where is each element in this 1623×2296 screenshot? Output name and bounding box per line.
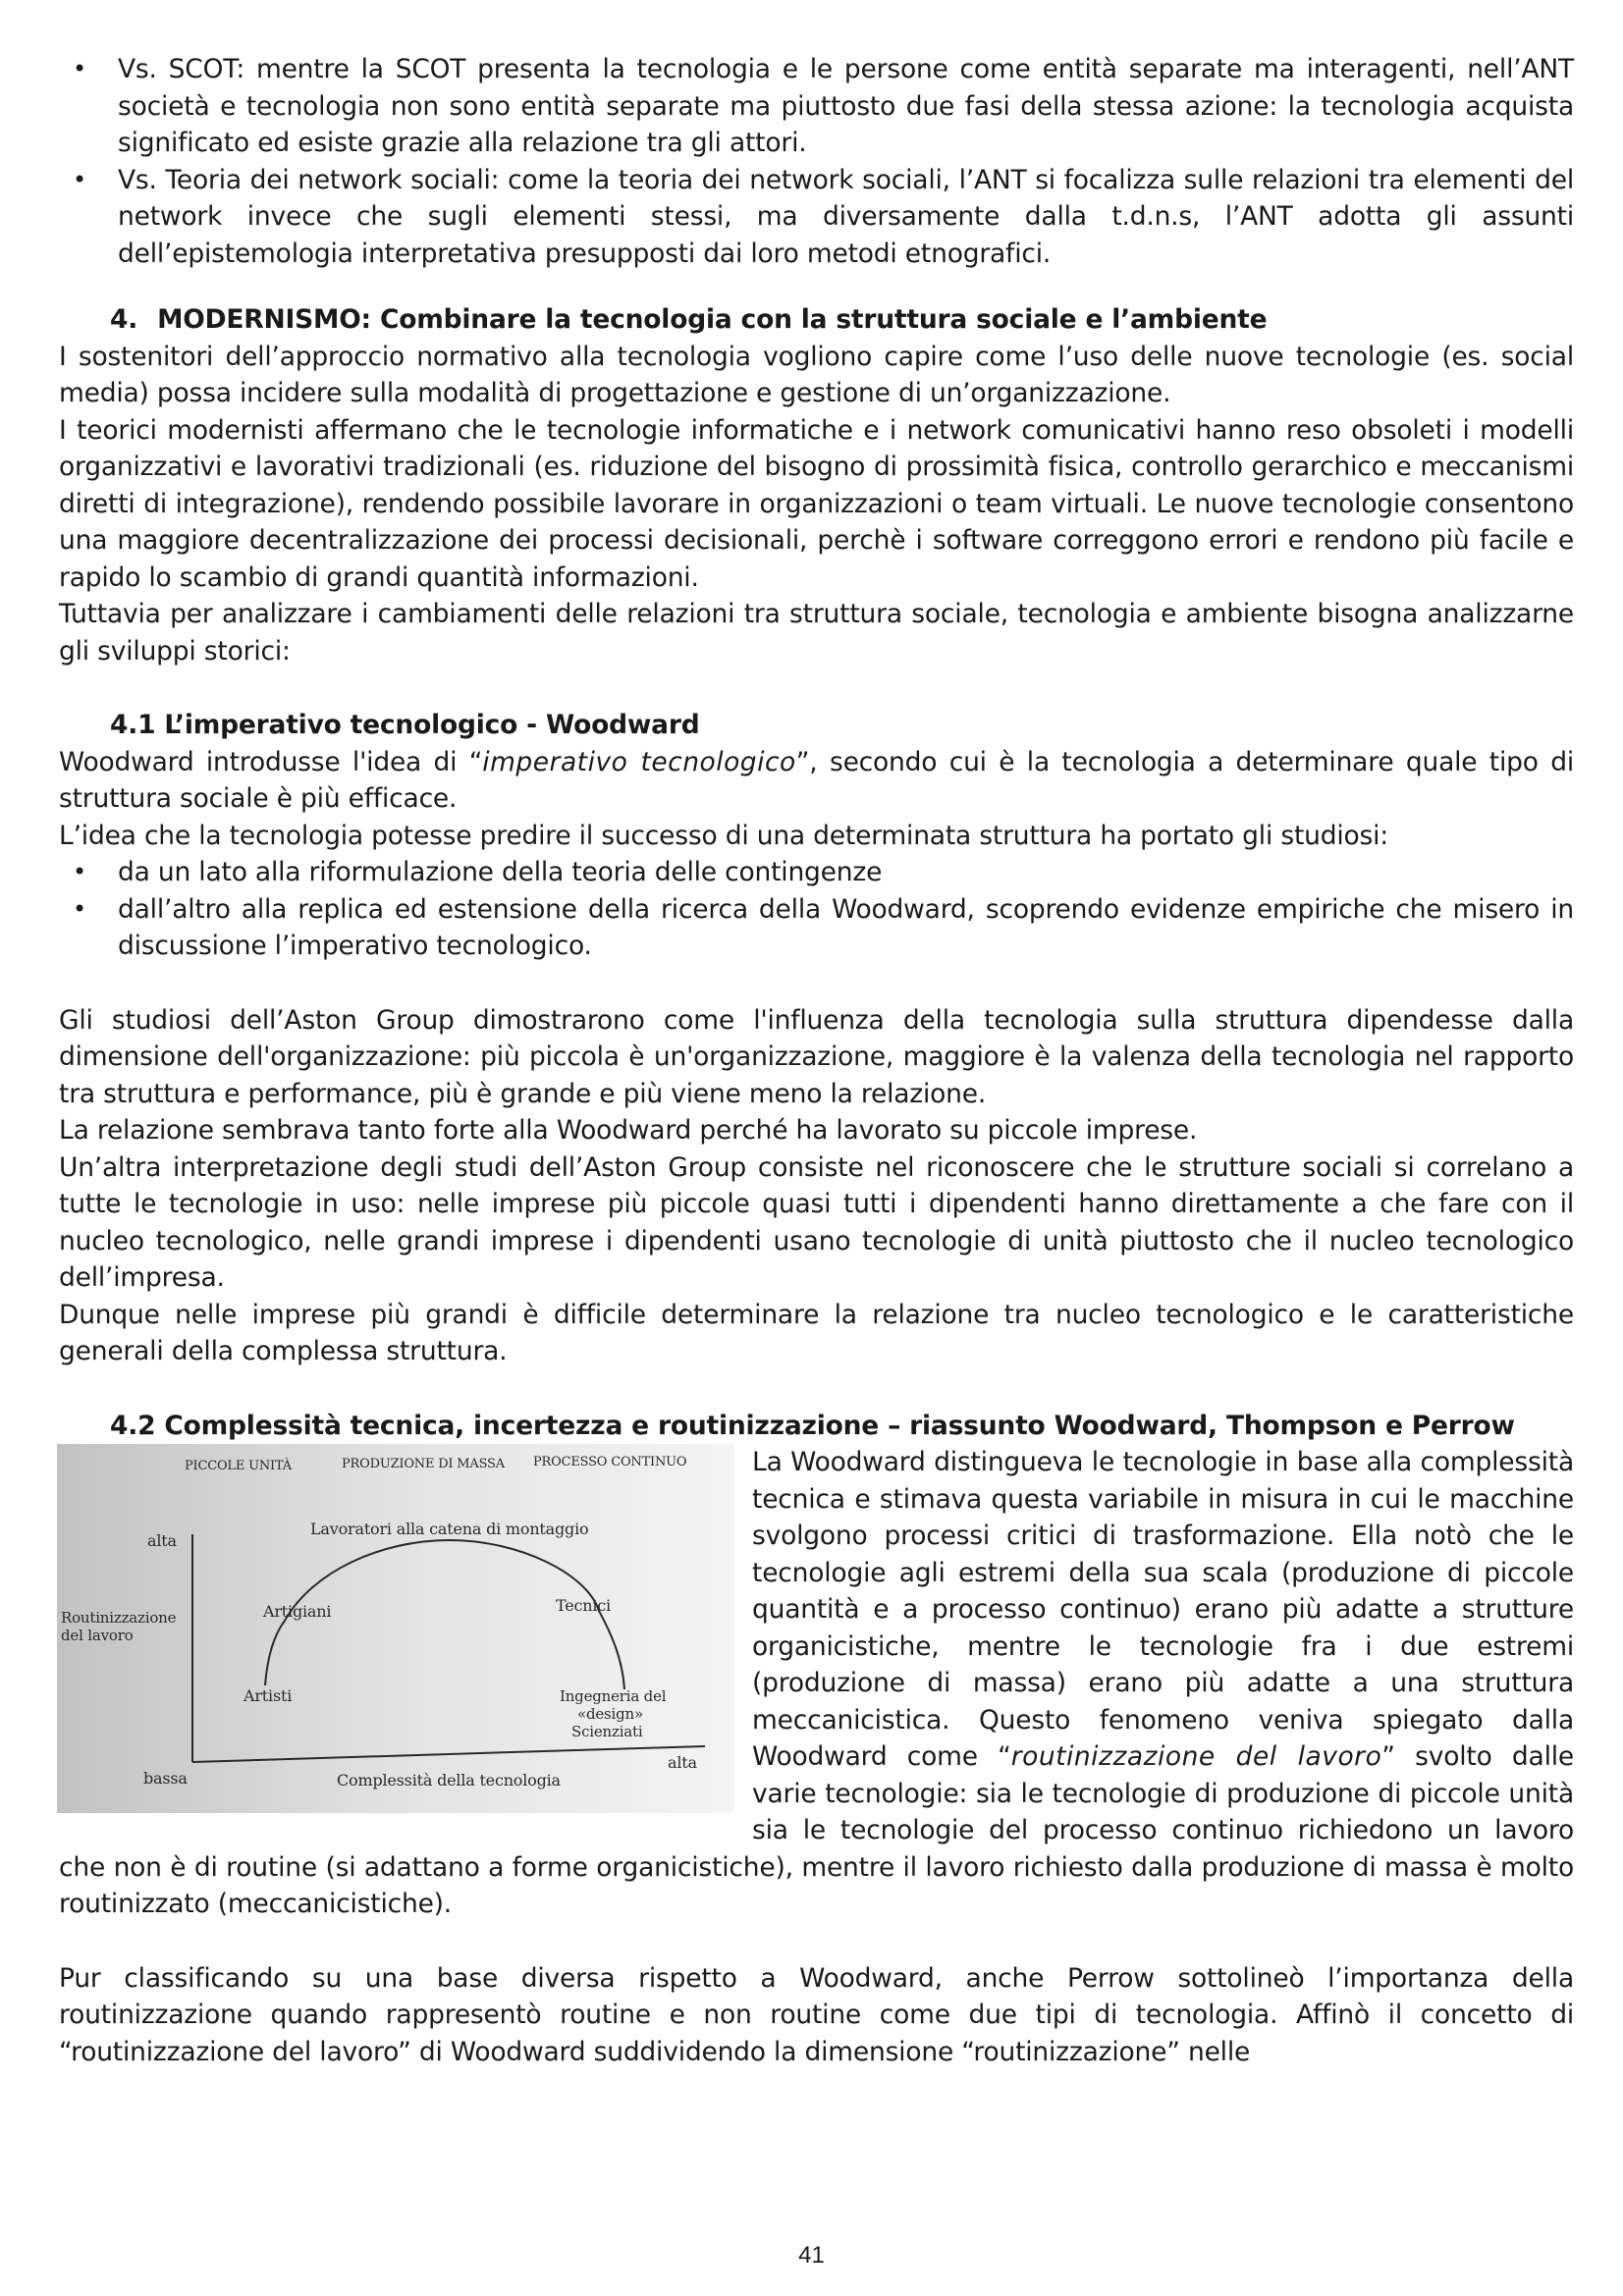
y-axis-title-line2: del lavoro xyxy=(61,1627,134,1644)
column-label-small-units: PICCOLE UNITÀ xyxy=(185,1459,292,1473)
list-item: • da un lato alla riformulazione della teoria delle contingenze xyxy=(59,854,1574,891)
paragraph: Gli studiosi dell’Aston Group dimostrarono come l'influenza della tecnologia sulla struttura dipendesse dalla dimensione dell'organizzazione: più piccola è un'organizzazione, maggiore è la valenza della tecnologia nel rapporto tra struttura e performance, più è grande e più viene meno la relazione. xyxy=(59,1004,1574,1109)
x-axis-high-label: alta xyxy=(668,1753,697,1772)
paragraph: I teorici modernisti affermano che le tecnologie informatiche e i network comunicativi hanno reso obsoleti i modelli organizzativi e lavorativi tradizionali (es. riduzione del bisogno di prossimità fisica, controllo gerarchico e meccanismi diretti di integrazione), rendendo possibile lavorare in organizzazioni o team virtuali. Le nuove tecnologie consentono una maggiore decentralizzazione dei processi decisionali, perchè i software correggono errori e rendono più facile e rapido lo scambio di grandi quantità informazioni. xyxy=(59,414,1574,593)
woodward-figure xyxy=(57,1444,734,1813)
label-design-engineering: Ingegneria del xyxy=(560,1687,667,1705)
section-4-1-heading: 4.1 L’imperativo tecnologico - Woodward xyxy=(110,710,700,740)
column-label-continuous-process: PROCESSO CONTINUO xyxy=(533,1455,687,1469)
ant-comparison-list xyxy=(59,51,1574,272)
label-assembly-line-workers: Lavoratori alla catena di montaggio xyxy=(310,1520,589,1538)
y-axis-high-label: alta xyxy=(147,1531,177,1550)
paragraph: Pur classificando su una base diversa rispetto a Woodward, anche Perrow sottolineò l’importanza della routinizzazione quando rappresentò routine e non routine come due tipi di tecnologia. Affinò il concetto di “routinizzazione del lavoro” di Woodward suddividendo la dimensione “routinizzazione” nelle xyxy=(59,1962,1574,2067)
bullet-list xyxy=(59,854,1574,965)
paragraph: Dunque nelle imprese più grandi è difficile determinare la relazione tra nucleo tecnologico e le caratteristiche generali della complessa struttura. xyxy=(59,1299,1574,1366)
section-4-2-heading: 4.2 Complessità tecnica, incertezza e routinizzazione – riassunto Woodward, Thompson e Perrow xyxy=(110,1410,1515,1441)
page-number: 41 xyxy=(798,2242,825,2269)
label-design-quoted: «design» xyxy=(577,1705,643,1723)
label-technicians: Tecnici xyxy=(556,1596,611,1615)
list-item: • dall’altro alla replica ed estensione della ricerca della Woodward, scoprendo evidenze empiriche che misero in discussione l’imperativo tecnologico. xyxy=(59,891,1574,965)
paragraph: Un’altra interpretazione degli studi dell’Aston Group consiste nel riconoscere che le strutture sociali si correlano a tutte le tecnologie in uso: nelle imprese più piccole quasi tutti i dipendenti hanno direttamente a che fare con il nucleo tecnologico, nelle grandi imprese i dipendenti usano tecnologie di unità piuttosto che il nucleo tecnologico dell’impresa. xyxy=(59,1151,1574,1293)
column-label-mass-production: PRODUZIONE DI MASSA xyxy=(342,1457,505,1471)
list-item: • Vs. SCOT: mentre la SCOT presenta la tecnologia e le persone come entità separate ma interagenti, nell’ANT società e tecnologia non sono entità separate ma piuttosto due fasi della stessa azione: la tecnologia acquista significato ed esiste grazie alla relazione tra gli attori. xyxy=(59,51,1574,162)
x-axis-title: Complessità della tecnologia xyxy=(337,1771,561,1789)
page-body xyxy=(59,51,1574,2070)
list-item: • Vs. Teoria dei network sociali: come la teoria dei network sociali, l’ANT si focalizza sulle relazioni tra elementi del network invece che sugli elementi stessi, ma diversamente dalla t.d.n.s, l’ANT adotta gli assunti dell’epistemologia interpretativa presupposti dai loro metodi etnografici. xyxy=(59,162,1574,273)
emphasis: imperativo tecnologico xyxy=(482,746,796,777)
section-number: 4. xyxy=(110,304,138,335)
label-scientists: Scienziati xyxy=(571,1723,643,1740)
paragraph: Woodward introdusse l'idea di “imperativo tecnologico”, secondo cui è la tecnologia a determinare quale tipo di struttura sociale è più efficace. xyxy=(59,746,1574,814)
paragraph: Tuttavia per analizzare i cambiamenti delle relazioni tra struttura sociale, tecnologia e ambiente bisogna analizzarne gli sviluppi storici: xyxy=(59,599,1574,667)
section-title: MODERNISMO: Combinare la tecnologia con la struttura sociale e l’ambiente xyxy=(157,304,1268,335)
paragraph: La Woodward distingueva le tecnologie in base alla complessità tecnica e stimava questa variabile in misura in cui le macchine svolgono processi critici di trasformazione. Ella notò che le tecnologie agli estremi della sua scala (produzione di piccole quantità e a processo continuo) erano più adatte a strutture organicistiche, mentre le tecnologie fra i due estremi (produzione di massa) erano più adatte a una struttura meccanicistica. Questo fenomeno veniva spiegato dalla Woodward come “routinizzazione del lavoro” svolto dalle varie tecnologie: sia le tecnologie di produzione di piccole unità sia le tecnologie del processo continuo richiedono un lavoro che non è di routine (si adattano a forme organicistiche), mentre il lavoro richiesto dalla produzione di massa è molto routinizzato (meccanicistiche). xyxy=(59,1447,1574,1919)
figure-graphic xyxy=(57,1444,734,1813)
label-artisans: Artigiani xyxy=(263,1602,332,1621)
y-axis-low-label: bassa xyxy=(143,1769,188,1788)
label-artists: Artisti xyxy=(243,1686,293,1705)
y-axis-title-line1: Routinizzazione xyxy=(61,1609,177,1627)
paragraph: La relazione sembrava tanto forte alla Woodward perché ha lavorato su piccole imprese. xyxy=(59,1115,1198,1146)
paragraph: L’idea che la tecnologia potesse predire il successo di una determinata struttura ha portato gli studiosi: xyxy=(59,820,1389,851)
paragraph: I sostenitori dell’approccio normativo alla tecnologia vogliono capire come l’uso delle nuove tecnologie (es. social media) possa incidere sulla modalità di progettazione e gestione di un’organizzazione. xyxy=(59,341,1574,408)
emphasis: routinizzazione del lavoro xyxy=(1010,1741,1382,1772)
section-4-heading xyxy=(59,301,1574,339)
